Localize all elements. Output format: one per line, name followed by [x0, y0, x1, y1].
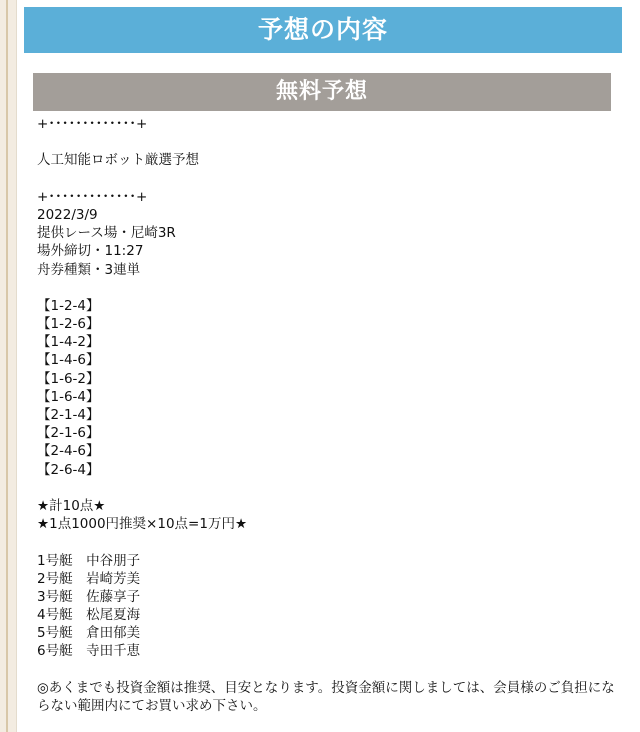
combination-item: 【2-1-6】: [37, 425, 100, 442]
combination-item: 【1-2-6】: [37, 316, 100, 333]
prediction-headline: 人工知能ロボット厳選予想: [37, 152, 199, 169]
total-points: ★計10点★: [37, 497, 106, 514]
combination-item: 【1-4-2】: [37, 334, 100, 351]
divider-mid: +･････････････+: [37, 188, 148, 205]
divider-top: +･････････････+: [37, 116, 148, 132]
boat-entry: 3号艇 佐藤享子: [37, 588, 141, 605]
combination-item: 【2-4-6】: [37, 443, 100, 460]
boat-entry: 2号艇 岩崎芳美: [37, 570, 141, 587]
investment-note: ◎あくまでも投資金額は推奨、目安となります。投資金額に関しましては、会員様のご負担にならない範囲内にてお買い求め下さい。: [37, 679, 615, 715]
ticket-type: 舟券種類・3連単: [37, 261, 141, 278]
combination-item: 【1-6-4】: [37, 388, 100, 405]
combination-item: 【1-2-4】: [37, 297, 100, 314]
boat-entry: 1号艇 中谷朋子: [37, 552, 141, 569]
boat-entry: 6号艇 寺田千恵: [37, 643, 141, 660]
left-border: [6, 0, 8, 732]
combination-item: 【2-1-4】: [37, 407, 100, 423]
section-title: 無料予想: [33, 73, 611, 111]
boat-entry: 5号艇 倉田郁美: [37, 625, 141, 642]
prediction-content: [37, 115, 617, 715]
race-date: 2022/3/9: [37, 206, 98, 223]
combination-item: 【1-4-6】: [37, 352, 100, 369]
combination-item: 【2-6-4】: [37, 461, 100, 478]
page-title: 予想の内容: [24, 7, 622, 53]
combination-item: 【1-6-2】: [37, 370, 100, 387]
race-venue: 提供レース場・尼崎3R: [37, 225, 176, 242]
race-deadline: 場外締切・11:27: [37, 243, 144, 260]
bet-recommendation: ★1点1000円推奨×10点=1万円★: [37, 516, 248, 533]
boat-entry: 4号艇 松尾夏海: [37, 607, 141, 624]
